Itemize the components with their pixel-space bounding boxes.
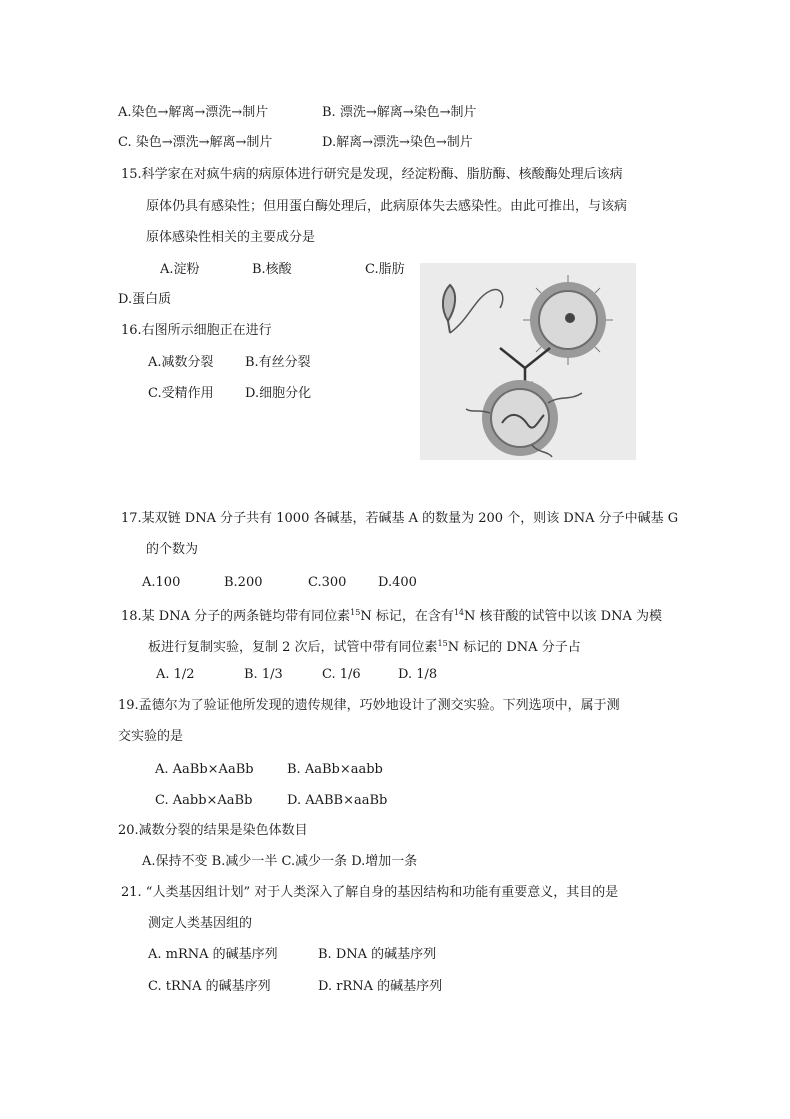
- q21-stem-line2: 测定人类基因组的: [148, 916, 253, 931]
- fertilization-figure: [420, 263, 636, 460]
- q19-stem-line2: 交实验的是: [118, 729, 184, 744]
- q21-option-b: B. DNA 的碱基序列: [318, 947, 437, 962]
- q18-stem-line2: 板进行复制实验，复制 2 次后，试管中带有同位素$^{15}$N 标记的 DNA 分子占: [148, 639, 581, 655]
- q19-option-b: B. AaBb×aabb: [287, 762, 383, 777]
- q18-stem-line1: 18.某 DNA 分子的两条链均带有同位素$^{15}$N 标记，在含有$^{14}$N 核苷酸的试管中以该 DNA 为模: [121, 608, 662, 624]
- q14-option-d: D.解离→漂洗→染色→制片: [322, 135, 473, 150]
- q17-stem-line1: 17.某双链 DNA 分子共有 1000 各碱基，若碱基 A 的数量为 200 个，则该 DNA 分子中碱基 G: [121, 511, 679, 526]
- egg-cell-icon: [523, 275, 613, 365]
- q17-option-a: A.100: [142, 575, 181, 590]
- fertilized-egg-icon: [466, 380, 582, 457]
- q14-option-c: C. 染色→漂洗→解离→制片: [118, 135, 273, 150]
- q16-option-a: A.减数分裂: [148, 355, 214, 370]
- q15-option-d: D.蛋白质: [118, 292, 172, 307]
- q15-stem-line1: 15.科学家在对疯牛病的病原体进行研究是发现，经淀粉酶、脂肪酶、核酸酶处理后该病: [121, 167, 623, 182]
- q15-option-b: B.核酸: [252, 262, 292, 277]
- q21-option-d: D. rRNA 的碱基序列: [318, 979, 443, 994]
- q17-option-d: D.400: [378, 575, 417, 590]
- q16-option-b: B.有丝分裂: [245, 355, 311, 370]
- q18-option-a: A. 1/2: [156, 667, 195, 682]
- q15-option-a: A.淀粉: [160, 262, 200, 277]
- q16-option-c: C.受精作用: [148, 386, 214, 401]
- q21-option-c: C. tRNA 的碱基序列: [148, 979, 271, 994]
- q19-stem-line1: 19.孟德尔为了验证他所发现的遗传规律，巧妙地设计了测交实验。下列选项中，属于测: [118, 698, 620, 713]
- sperm-icon: [443, 285, 503, 333]
- q17-option-c: C.300: [308, 575, 347, 590]
- q20-stem: 20.减数分裂的结果是染色体数目: [118, 823, 308, 838]
- q20-options: A.保持不变 B.减少一半 C.减少一条 D.增加一条: [142, 854, 418, 869]
- q18-option-b: B. 1/3: [244, 667, 283, 682]
- q15-stem-line3: 原体感染性相关的主要成分是: [146, 230, 316, 245]
- q14-option-a: A.染色→解离→漂洗→制片: [118, 105, 269, 120]
- q16-option-d: D.细胞分化: [245, 386, 312, 401]
- q15-option-c: C.脂肪: [365, 262, 405, 277]
- q17-stem-line2: 的个数为: [146, 542, 199, 557]
- q21-option-a: A. mRNA 的碱基序列: [148, 947, 278, 962]
- q19-option-a: A. AaBb×AaBb: [155, 762, 254, 777]
- q18-option-c: C. 1/6: [322, 667, 361, 682]
- q18-option-d: D. 1/8: [398, 667, 438, 682]
- q15-stem-line2: 原体仍具有感染性；但用蛋白酶处理后，此病原体失去感染性。由此可推出，与该病: [146, 199, 628, 214]
- q16-stem: 16.右图所示细胞正在进行: [121, 323, 272, 338]
- q21-stem-line1: 21. “人类基因组计划” 对于人类深入了解自身的基因结构和功能有重要意义，其目的是: [121, 885, 619, 900]
- q17-option-b: B.200: [224, 575, 263, 590]
- q19-option-c: C. Aabb×AaBb: [155, 793, 253, 808]
- q14-option-b: B. 漂洗→解离→染色→制片: [322, 105, 477, 120]
- q19-option-d: D. AABB×aaBb: [287, 793, 388, 808]
